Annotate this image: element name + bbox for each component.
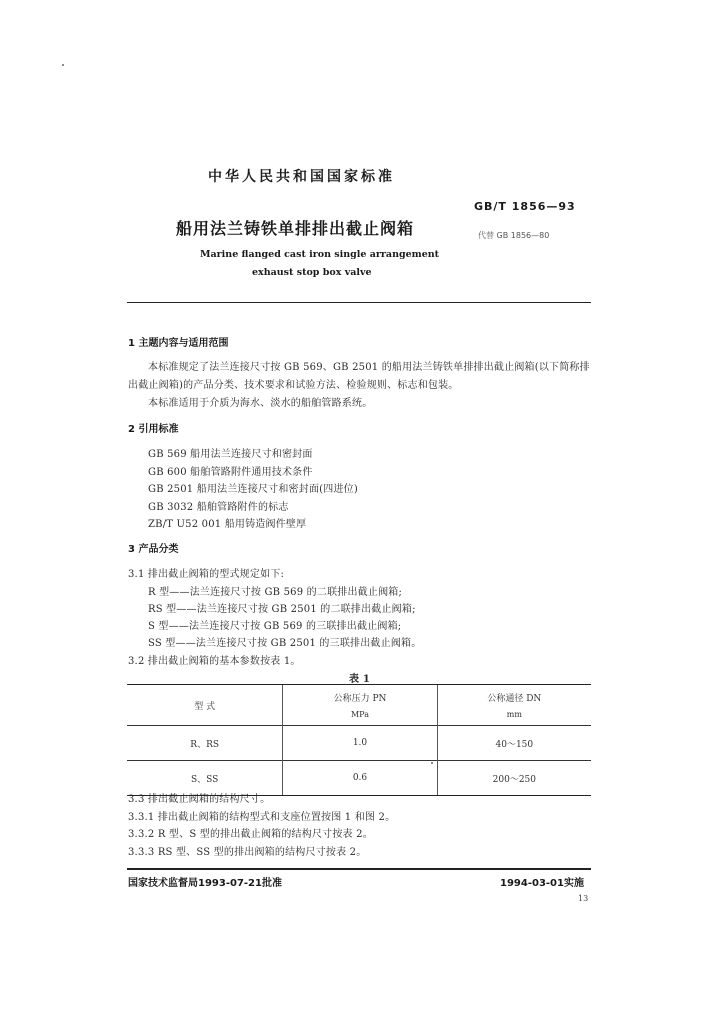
section-3-heading: 3 产品分类 [128,544,179,555]
cell-diameter: 200～250 [437,761,591,796]
scan-speck [62,64,64,66]
replaces-note: 代替 GB 1856—80 [478,231,550,240]
reference-item: ZB/T U52 001 船用铸造阀件壁厚 [148,519,307,530]
section-1-paragraph-line1: 本标准规定了法兰连接尺寸按 GB 569、GB 2501 的船用法兰铸铁单排排出截止阀箱(以下简称排 [148,362,590,373]
pressure-header-label: 公称压力 PN [333,694,387,704]
reference-item: GB 569 船用法兰连接尺寸和密封面 [148,449,313,460]
clause-3-2: 3.2 排出截止阀箱的基本参数按表 1。 [128,656,301,667]
diameter-unit: mm [506,710,522,719]
type-item: S 型——法兰连接尺寸按 GB 569 的三联排出截止阀箱; [148,621,402,632]
clause-3-3: 3.3 排出截止阀箱的结构尺寸。 [128,794,271,805]
cell-type: S、SS [127,761,283,796]
national-standard-heading: 中华人民共和国国家标准 [208,169,395,185]
reference-item: GB 600 船舶管路附件通用技术条件 [148,467,313,478]
reference-item: GB 3032 船舶管路附件的标志 [148,502,289,513]
table-row [127,726,591,761]
cell-diameter: 40～150 [437,726,591,761]
implementation-line: 1994-03-01实施 [500,878,584,889]
table-header-pressure [283,685,437,726]
document-title-en-line1: Marine flanged cast iron single arrangement [200,249,440,260]
section-1-scope-paragraph: 本标准适用于介质为海水、淡水的船舶管路系统。 [148,398,373,409]
parameters-table [127,684,591,796]
reference-item: GB 2501 船用法兰连接尺寸和密封面(四进位) [148,484,358,495]
table-header-row [127,685,591,726]
cell-pressure: 1.0 [283,726,437,761]
footer-divider [127,868,591,870]
pressure-unit: MPa [350,710,369,719]
document-title-cn: 船用法兰铸铁单排排出截止阀箱 [176,219,415,238]
standard-code: GB/T 1856—93 [474,200,576,213]
cell-type: R、RS [127,726,283,761]
clause-3-3-2: 3.3.2 R 型、S 型的排出截止阀箱的结构尺寸按表 2。 [128,829,373,840]
type-item: R 型——法兰连接尺寸按 GB 569 的二联排出截止阀箱; [148,587,403,598]
type-item: RS 型——法兰连接尺寸按 GB 2501 的二联排出截止阀箱; [148,604,416,615]
header-divider [127,302,591,303]
table-header-type: 型 式 [127,685,283,726]
section-2-heading: 2 引用标准 [128,424,179,435]
document-title-en-line2: exhaust stop box valve [252,267,372,278]
section-1-paragraph-line2: 出截止阀箱)的产品分类、技术要求和试验方法、检验规则、标志和包装。 [128,380,459,391]
type-item: SS 型——法兰连接尺寸按 GB 2501 的三联排出截止阀箱。 [148,638,422,649]
table-1-caption: 表 1 [349,674,371,685]
page-number: 13 [578,894,589,903]
table-header-diameter [437,685,591,726]
cell-pressure: 0.6 [283,761,437,796]
clause-3-3-1: 3.3.1 排出截止阀箱的结构型式和支座位置按图 1 和图 2。 [128,812,396,823]
approval-line: 国家技术监督局1993-07-21批准 [128,878,282,889]
diameter-header-label: 公称通径 DN [487,694,542,704]
clause-3-1: 3.1 排出截止阀箱的型式规定如下: [128,569,285,580]
clause-3-3-3: 3.3.3 RS 型、SS 型的排出阀箱的结构尺寸按表 2。 [128,847,367,858]
section-1-heading: 1 主题内容与适用范围 [128,338,229,349]
